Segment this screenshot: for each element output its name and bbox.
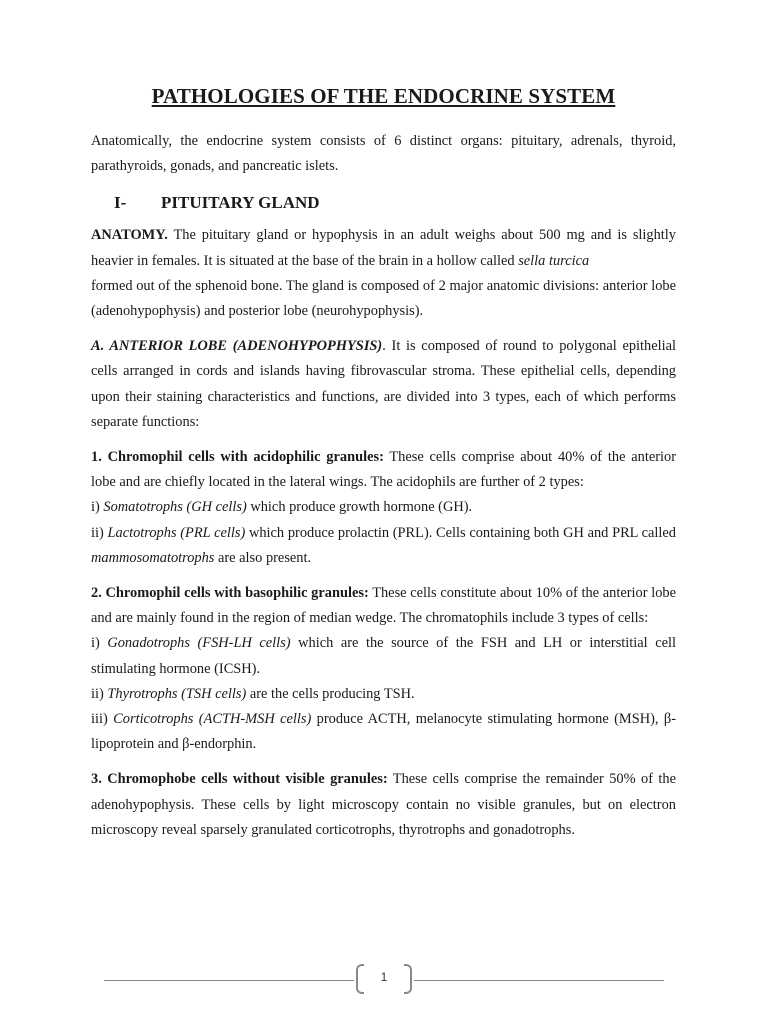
list-text: which are the source of the FSH and LH or interstitial cell stimulating hormone (ICSH). xyxy=(91,635,676,677)
list-italic-term: Somatotrophs (GH cells) xyxy=(103,499,247,516)
acidophilic-item-2 xyxy=(91,521,676,571)
list-text: which produce growth hormone (GH). xyxy=(246,499,473,516)
section-heading xyxy=(114,193,676,213)
basophilic-item-3 xyxy=(91,707,676,757)
basophilic-paragraph xyxy=(91,581,676,631)
list-italic-term: Thyrotrophs (TSH cells) xyxy=(107,685,247,702)
document-page xyxy=(91,84,676,843)
list-text: which produce prolactin (PRL). Cells containing both GH and PRL called xyxy=(245,524,677,541)
anatomy-label: ANATOMY. xyxy=(91,227,168,244)
basophilic-item-1 xyxy=(91,631,676,681)
anterior-lobe-text: It is composed of round to polygonal epithelial cells arranged in cords and islands having fibrovascular stroma. These epithelial cells, depending upon their staining characteristics and functions, are divided into 3 types, each of which performs separate functions: xyxy=(91,338,676,430)
anatomy-text-1: The pituitary gland or hypophysis in an adult weighs about 500 mg and is slightly heavier in females. It is situated at the base of the brain in a hollow called xyxy=(91,227,676,269)
section-number: I- xyxy=(114,193,127,213)
left-bracket-icon xyxy=(356,964,364,994)
basophilic-label: 2. Chromophil cells with basophilic granules: xyxy=(91,585,369,602)
intro-paragraph: Anatomically, the endocrine system consists of 6 distinct organs: pituitary, adrenals, thyroid, parathyroids, gonads, and pancreatic islets. xyxy=(91,133,676,175)
chromophobe-label: 3. Chromophobe cells without visible granules: xyxy=(91,771,388,788)
anterior-lobe-dot: . xyxy=(382,338,386,355)
list-italic-term: Gonadotrophs (FSH-LH cells) xyxy=(107,635,291,652)
list-italic-term: Lactotrophs (PRL cells) xyxy=(107,524,246,541)
document-title: PATHOLOGIES OF THE ENDOCRINE SYSTEM xyxy=(151,84,616,108)
list-prefix: i) xyxy=(91,635,108,652)
list-italic-term: Corticotrophs (ACTH-MSH cells) xyxy=(113,711,312,728)
chromophobe-paragraph xyxy=(91,767,676,843)
basophilic-text: These cells constitute about 10% of the anterior lobe and are mainly found in the region of median wedge. The chromatophils include 3 types of cells: xyxy=(91,585,676,627)
page-number: 1 xyxy=(380,970,388,984)
list-italic-term: mammosomatotrophs xyxy=(91,549,215,566)
right-bracket-icon xyxy=(404,964,412,994)
list-text: are also present. xyxy=(214,549,312,566)
list-text: are the cells producing TSH. xyxy=(246,685,415,702)
basophilic-item-2 xyxy=(91,682,676,707)
acidophilic-paragraph xyxy=(91,445,676,495)
anterior-lobe-label: A. ANTERIOR LOBE (ADENOHYPOPHYSIS) xyxy=(91,338,383,355)
anatomy-paragraph xyxy=(91,223,676,324)
list-prefix: ii) xyxy=(91,524,108,541)
acidophilic-item-1 xyxy=(91,495,676,520)
anterior-lobe-paragraph xyxy=(91,334,676,435)
chromophobe-text: These cells comprise the remainder 50% of the adenohypophysis. These cells by light microscopy contain no visible granules, but on electron microscopy reveal sparsely granulated corticotrophs, thyrotrophs and gonadotrophs. xyxy=(91,771,676,838)
acidophilic-text: These cells comprise about 40% of the anterior lobe and are chiefly located in the lateral wings. The acidophils are further of 2 types: xyxy=(91,449,676,491)
footer-rule-right xyxy=(414,980,664,981)
list-text: produce ACTH, melanocyte stimulating hormone (MSH), β-lipoprotein and β-endorphin. xyxy=(91,711,677,753)
footer-rule-left xyxy=(104,980,354,981)
list-prefix: ii) xyxy=(91,685,108,702)
page-footer xyxy=(104,964,664,998)
list-prefix: iii) xyxy=(91,711,114,728)
list-prefix: i) xyxy=(91,499,104,516)
anatomy-italic-term: sella turcica xyxy=(518,252,590,269)
acidophilic-label: 1. Chromophil cells with acidophilic granules: xyxy=(91,449,384,466)
anatomy-text-2: formed out of the sphenoid bone. The gland is composed of 2 major anatomic divisions: anterior lobe (adenohypophysis) and posterior lobe (neurohypophysis). xyxy=(91,277,676,320)
section-title: PITUITARY GLAND xyxy=(161,193,320,213)
